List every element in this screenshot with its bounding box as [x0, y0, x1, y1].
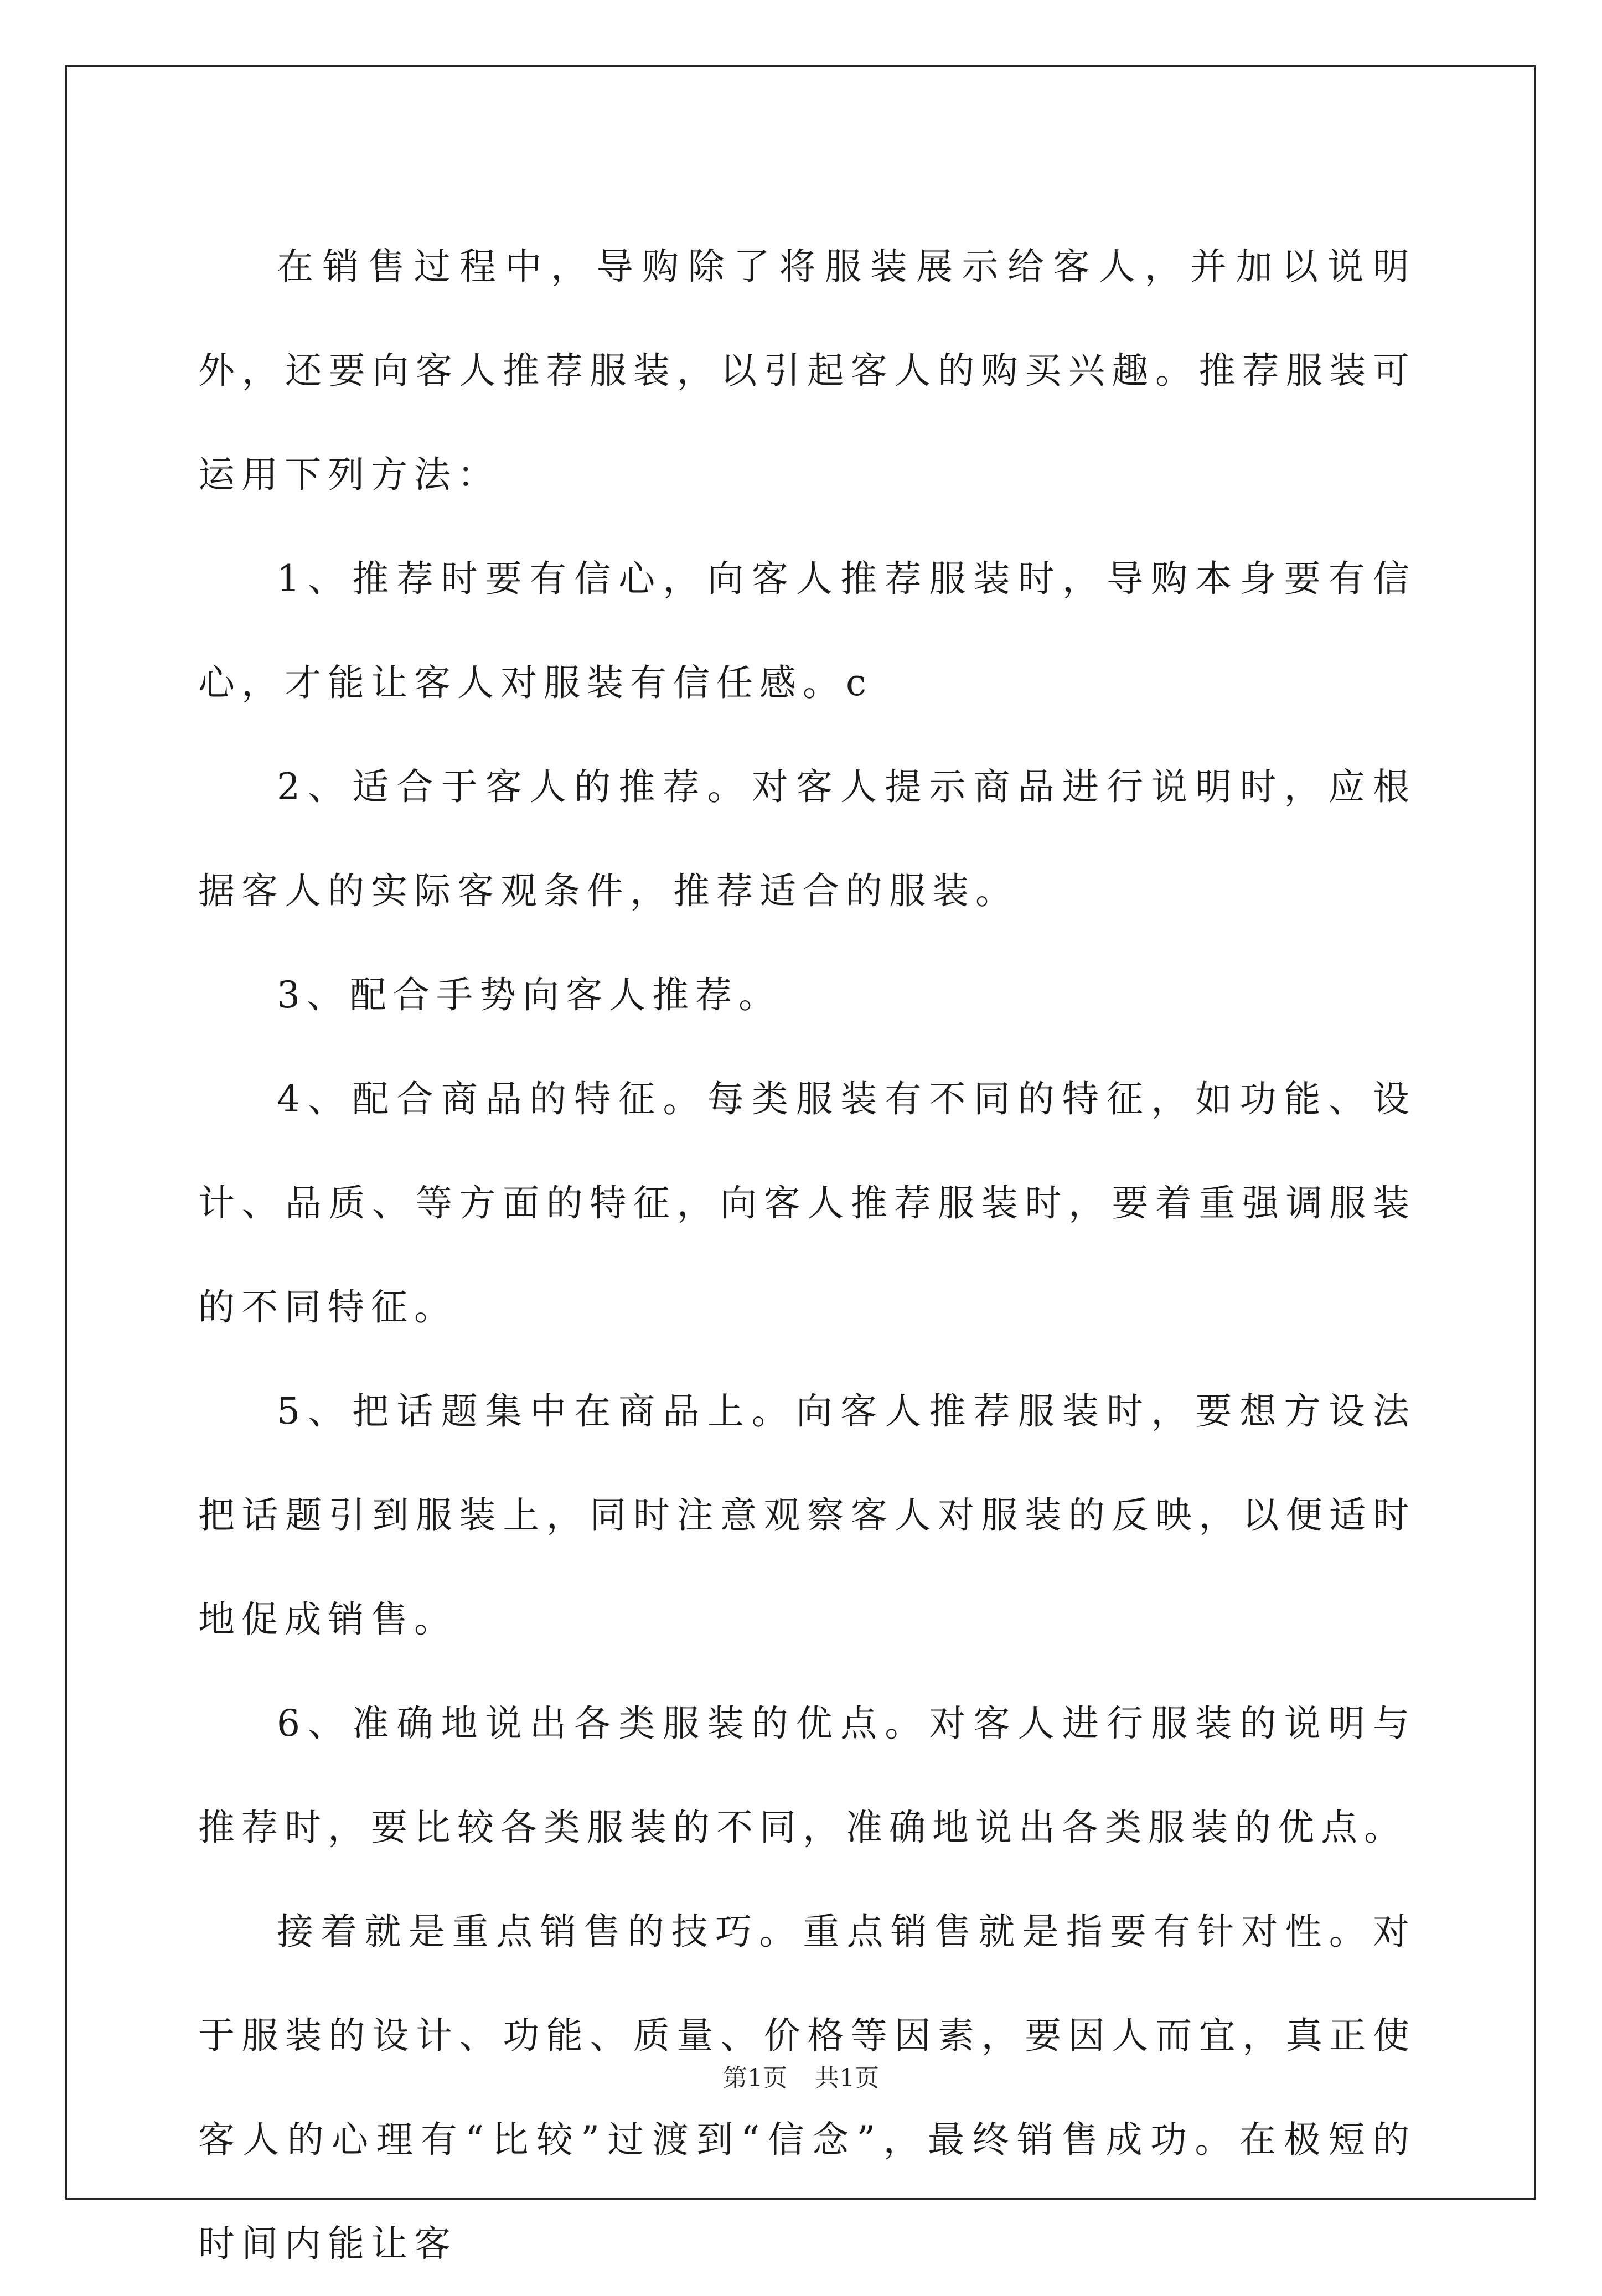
page-number-current: 第1页: [723, 2064, 787, 2092]
paragraph-item-4: 4、配合商品的特征。每类服装有不同的特征，如功能、设计、品质、等方面的特征，向客人推荐服装时，要着重强调服装的不同特征。: [198, 1078, 1416, 1328]
page-footer: [0, 2062, 1602, 2095]
page-number-total: 共1页: [815, 2064, 879, 2092]
paragraph-item-1: 1、推荐时要有信心，向客人推荐服装时，导购本身要有信心，才能让客人对服装有信任感。c: [198, 557, 1416, 704]
paragraph-key-selling: 接着就是重点销售的技巧。重点销售就是指要有针对性。对于服装的设计、功能、质量、价格等因素，要因人而宜，真正使客人的心理有“比较”过渡到“信念”，最终销售成功。在极短的时间内能让客: [198, 1910, 1416, 2265]
paragraph-item-6: 6、准确地说出各类服装的优点。对客人进行服装的说明与推荐时，要比较各类服装的不同，准确地说出各类服装的优点。: [198, 1702, 1416, 1849]
paragraph-item-3: 3、配合手势向客人推荐。: [277, 974, 782, 1016]
document-body: [198, 215, 1416, 2296]
paragraph-item-2: 2、适合于客人的推荐。对客人提示商品进行说明时，应根据客人的实际客观条件，推荐适合的服装。: [198, 766, 1416, 912]
paragraph-item-5: 5、把话题集中在商品上。向客人推荐服装时，要想方设法把话题引到服装上，同时注意观察客人对服装的反映，以便适时地促成销售。: [198, 1390, 1416, 1641]
paragraph-intro: 在销售过程中，导购除了将服装展示给客人，并加以说明外，还要向客人推荐服装，以引起客人的购买兴趣。推荐服装可运用下列方法：: [198, 245, 1416, 496]
